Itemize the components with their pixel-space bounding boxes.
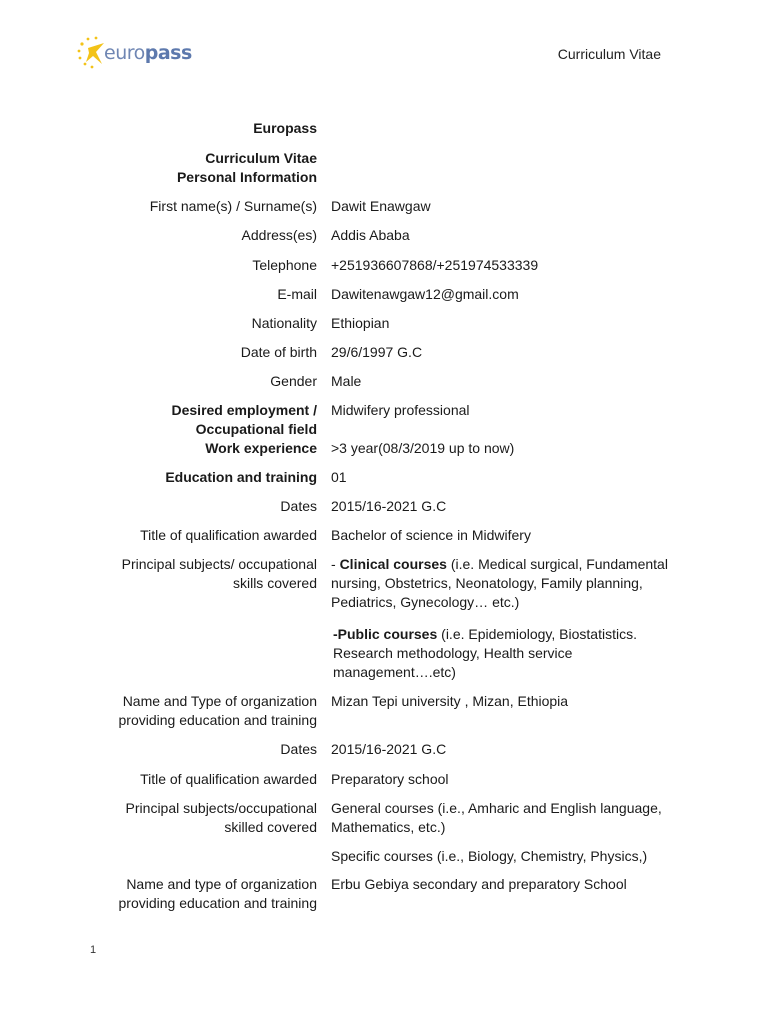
field-value: Addis Ababa <box>331 227 410 243</box>
field-label: Title of qualification awarded <box>140 771 317 787</box>
employment-value: Midwifery professional <box>331 402 470 418</box>
field-value: Bachelor of science in Midwifery <box>331 527 531 543</box>
europass-heading: Europass <box>253 120 317 136</box>
logo-wordmark: europass <box>104 42 192 64</box>
field-value: 29/6/1997 G.C <box>331 344 423 360</box>
education-heading: Education and training <box>165 469 317 485</box>
field-value: Male <box>331 373 362 389</box>
specific-courses-text: Specific courses (i.e., Biology, Chemistry, Physics,) <box>331 848 648 864</box>
field-value: Mizan Tepi university , Mizan, Ethiopia <box>331 693 569 709</box>
field-label: Name and type of organization providing education and training <box>118 876 317 911</box>
general-courses-text: General courses (i.e., Amharic and English language, Mathematics, etc.) <box>331 800 662 835</box>
field-label: E-mail <box>277 286 317 302</box>
cv-heading: Curriculum Vitae <box>205 150 317 166</box>
field-label: Principal subjects/occupational skilled covered <box>125 800 317 835</box>
field-value: Ethiopian <box>331 315 390 331</box>
work-experience-label: Work experience <box>205 440 317 456</box>
europass-logo <box>76 36 192 70</box>
field-label: Gender <box>270 373 317 389</box>
personal-info-heading: Personal Information <box>176 169 317 185</box>
employment-label: Desired employment / Occupational field <box>171 402 317 437</box>
field-label: Dates <box>280 498 317 514</box>
field-label: Dates <box>280 741 317 757</box>
field-label: Nationality <box>251 315 317 331</box>
page-number: 1 <box>90 944 97 956</box>
field-label: Principal subjects/ occupational skills covered <box>121 556 317 591</box>
field-label: Address(es) <box>241 227 317 243</box>
field-value: Dawit Enawgaw <box>331 198 431 214</box>
education-count: 01 <box>331 469 347 485</box>
public-courses-text: -Public courses (i.e. Epidemiology, Biostatistics. Research methodology, Health service management….etc) <box>333 626 637 680</box>
field-label: First name(s) / Surname(s) <box>149 198 317 214</box>
field-value: Erbu Gebiya secondary and preparatory School <box>331 876 627 892</box>
clinical-courses-text: - Clinical courses (i.e. Medical surgical, Fundamental nursing, Obstetrics, Neonatology, Family planning, Pediatrics, Gynecology… etc.) <box>331 556 668 610</box>
field-value: Dawitenawgaw12@gmail.com <box>331 286 519 302</box>
work-experience-value: >3 year(08/3/2019 up to now) <box>331 440 515 456</box>
field-label: Telephone <box>252 257 317 273</box>
field-value: Preparatory school <box>331 771 449 787</box>
field-label: Name and Type of organization providing education and training <box>118 693 317 728</box>
doc-title: Curriculum Vitae <box>557 46 661 62</box>
field-label: Date of birth <box>240 344 317 360</box>
field-value: 2015/16-2021 G.C <box>331 498 447 514</box>
field-label: Title of qualification awarded <box>140 527 317 543</box>
field-value: +251936607868/+251974533339 <box>331 257 539 273</box>
field-value: 2015/16-2021 G.C <box>331 741 447 757</box>
